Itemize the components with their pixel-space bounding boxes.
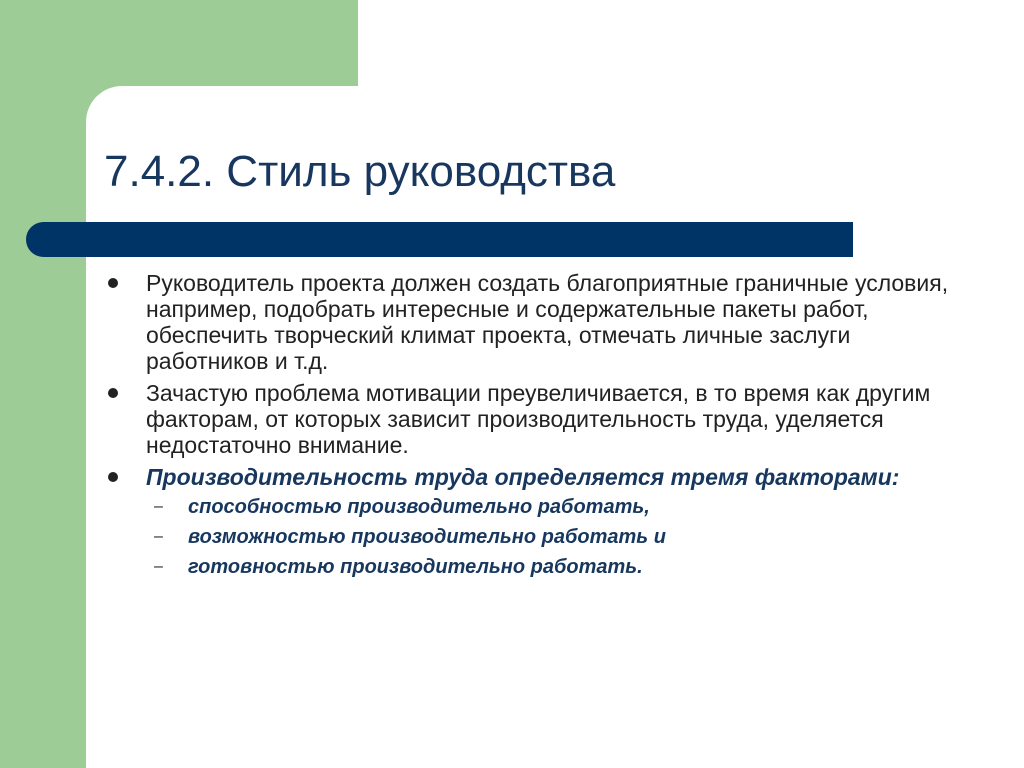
bullet-text: Производительность труда определяется тремя факторами: [146,464,900,490]
sub-bullet-item [104,554,954,580]
bullet-dot-icon [108,278,118,288]
dash-marker-icon: – [154,528,163,545]
sub-bullet-text: возможностью производительно работать и [188,526,666,548]
dash-marker-icon: – [154,498,163,515]
sub-bullet-text: готовностью производительно работать. [188,556,643,578]
bullet-dot-icon [108,472,118,482]
bullet-text: Руководитель проекта должен создать благоприятные граничные условия, например, подобрать интересные и содержательные пакеты работ, обеспечить творческий климат проекта, отмечать личные заслуги работников и т.д. [146,270,949,374]
slide-title: 7.4.2. Стиль руководства [104,147,616,196]
sub-bullet-item [104,524,954,550]
sub-bullet-item [104,494,954,520]
bullet-text: Зачастую проблема мотивации преувеличивается, в то время как другим факторам, от которых зависит производительность труда, уделяется недостаточно внимание. [146,380,931,458]
dash-marker-icon: – [154,558,163,575]
bullet-item [104,380,954,458]
bullet-item [104,270,954,374]
bullet-dot-icon [108,388,118,398]
sub-bullet-text: способностью производительно работать, [188,496,650,518]
bullet-item-emphasis [104,464,954,490]
slide-content [104,270,954,580]
title-underline-bar [26,222,853,257]
